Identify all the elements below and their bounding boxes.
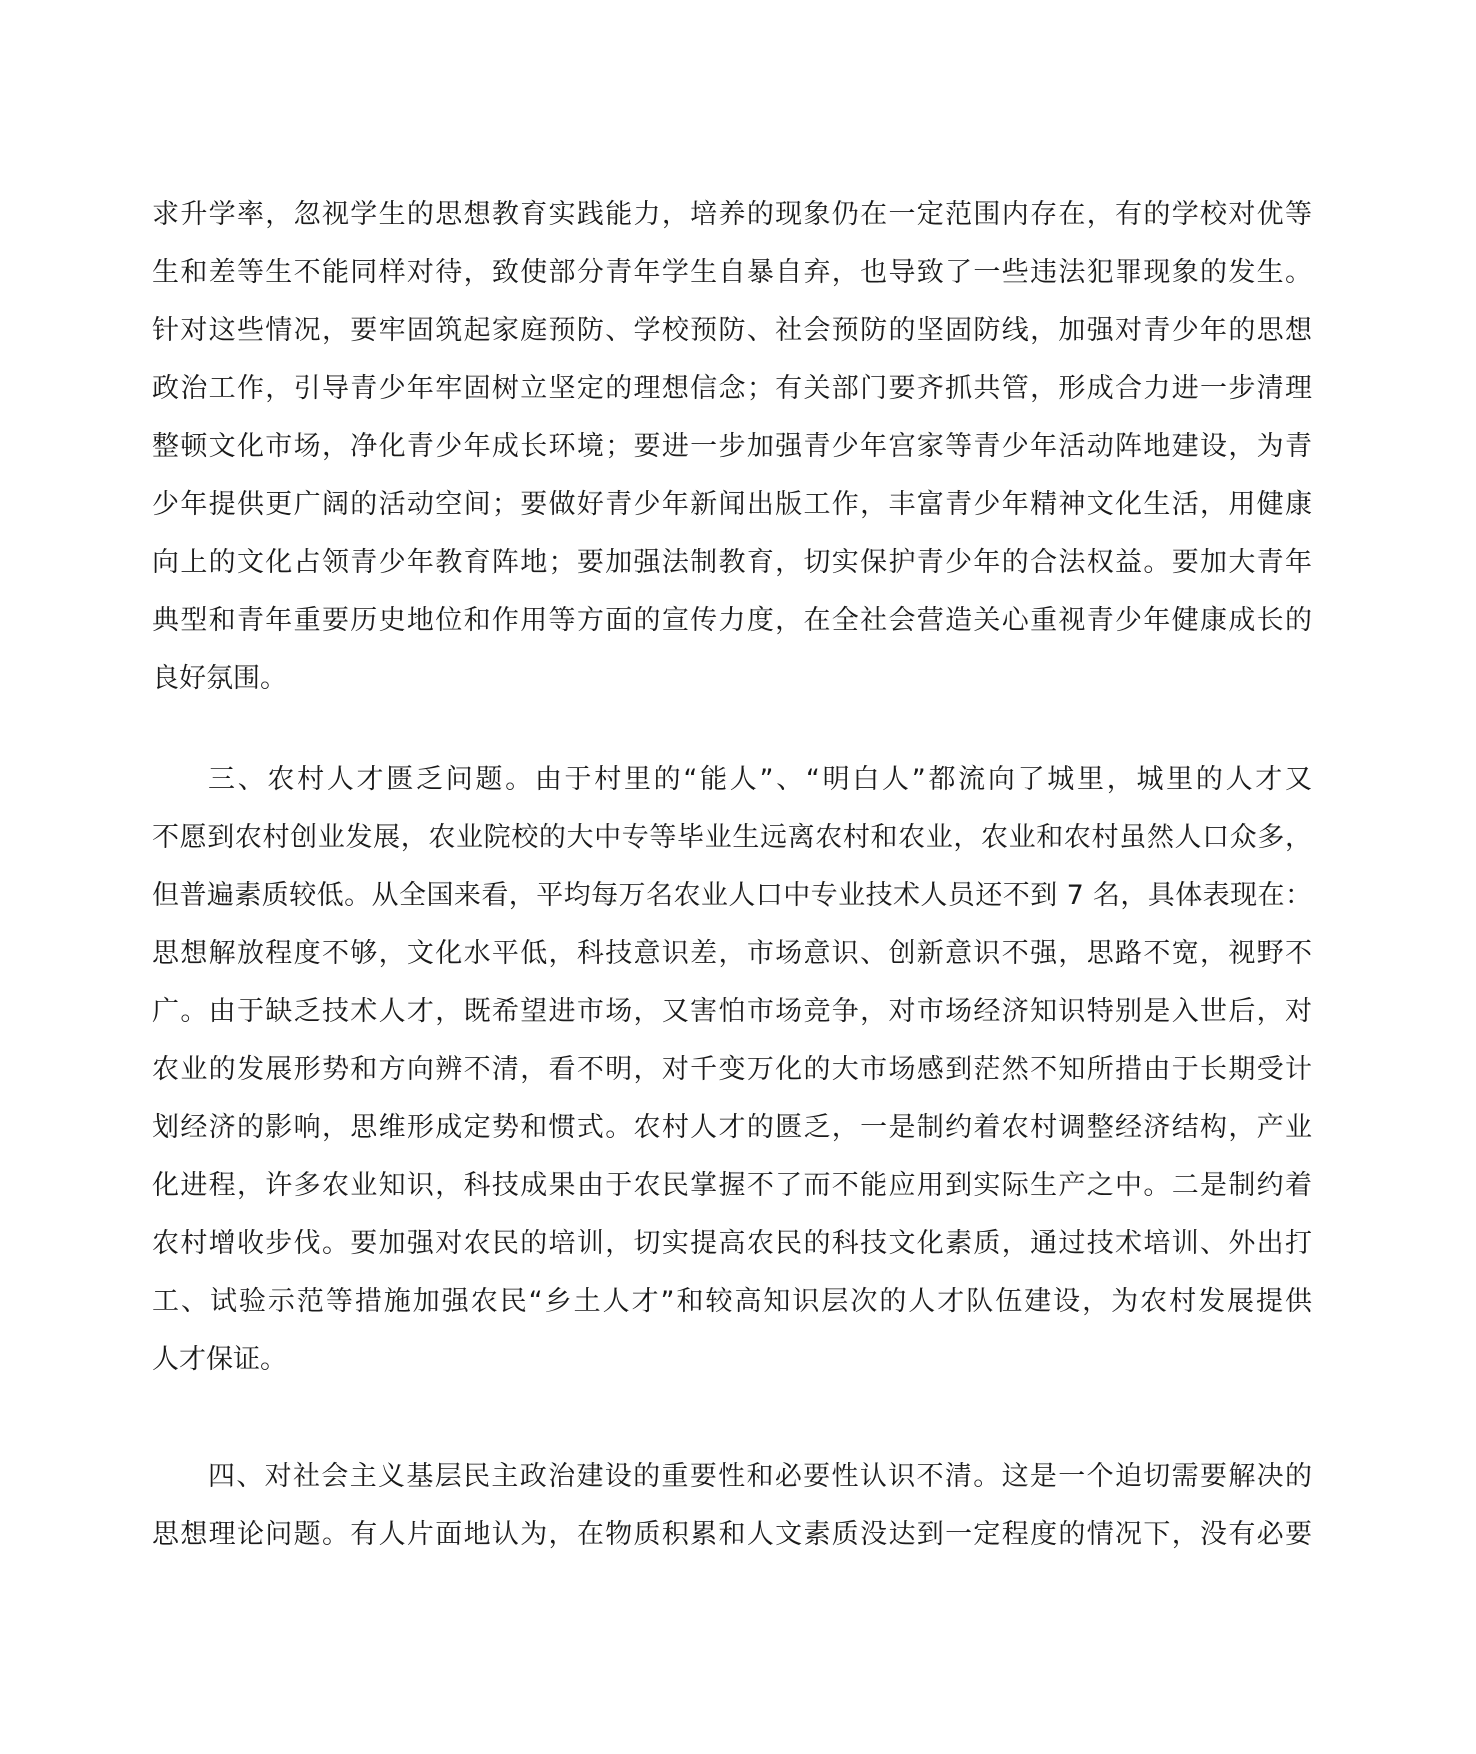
- paragraph-line: 但普遍素质较低。从全国来看，平均每万名农业人口中专业技术人员还不到 7 名，具体表现在：: [152, 880, 1312, 911]
- paragraph-line: 划经济的影响，思维形成定势和惯式。农村人才的匮乏，一是制约着农村调整经济结构，产业: [152, 1112, 1312, 1143]
- paragraph-1: [152, 186, 1312, 708]
- paragraph-line: 良好氛围。: [152, 663, 287, 694]
- paragraph-line: 政治工作，引导青少年牢固树立坚定的理想信念；有关部门要齐抓共管，形成合力进一步清理: [152, 373, 1312, 404]
- paragraph-line: 整顿文化市场，净化青少年成长环境；要进一步加强青少年宫家等青少年活动阵地建设，为青: [152, 431, 1312, 462]
- paragraph-line: 农业的发展形势和方向辨不清，看不明，对千变万化的大市场感到茫然不知所措由于长期受计: [152, 1054, 1312, 1085]
- paragraph-line: 广。由于缺乏技术人才，既希望进市场，又害怕市场竞争，对市场经济知识特别是入世后，对: [152, 996, 1312, 1027]
- paragraph-line: 农村增收步伐。要加强对农民的培训，切实提高农民的科技文化素质，通过技术培训、外出打: [152, 1228, 1312, 1259]
- paragraph-3: [152, 1448, 1312, 1564]
- paragraph-2: [152, 751, 1312, 1389]
- paragraph-line: 思想理论问题。有人片面地认为，在物质积累和人文素质没达到一定程度的情况下，没有必要: [152, 1519, 1312, 1550]
- paragraph-line: 典型和青年重要历史地位和作用等方面的宣传力度，在全社会营造关心重视青少年健康成长的: [152, 605, 1312, 636]
- paragraph-line: 不愿到农村创业发展，农业院校的大中专等毕业生远离农村和农业，农业和农村虽然人口众多，: [152, 822, 1312, 853]
- paragraph-line: 向上的文化占领青少年教育阵地；要加强法制教育，切实保护青少年的合法权益。要加大青年: [152, 547, 1312, 578]
- paragraph-line: 工、试验示范等措施加强农民“乡土人才”和较高知识层次的人才队伍建设，为农村发展提供: [152, 1286, 1312, 1317]
- paragraph-line: 四、对社会主义基层民主政治建设的重要性和必要性认识不清。这是一个迫切需要解决的: [208, 1461, 1312, 1492]
- paragraph-line: 思想解放程度不够，文化水平低，科技意识差，市场意识、创新意识不强，思路不宽，视野不: [152, 938, 1312, 969]
- paragraph-line: 化进程，许多农业知识，科技成果由于农民掌握不了而不能应用到实际生产之中。二是制约着: [152, 1170, 1312, 1201]
- paragraph-line: 求升学率，忽视学生的思想教育实践能力，培养的现象仍在一定范围内存在，有的学校对优等: [152, 199, 1312, 230]
- paragraph-line: 人才保证。: [152, 1344, 287, 1375]
- paragraph-line: 少年提供更广阔的活动空间；要做好青少年新闻出版工作，丰富青少年精神文化生活，用健康: [152, 489, 1312, 520]
- paragraph-line: 针对这些情况，要牢固筑起家庭预防、学校预防、社会预防的坚固防线，加强对青少年的思想: [152, 315, 1312, 346]
- paragraph-line: 三、农村人才匮乏问题。由于村里的“能人”、“明白人”都流向了城里，城里的人才又: [208, 764, 1312, 795]
- paragraph-line: 生和差等生不能同样对待，致使部分青年学生自暴自弃，也导致了一些违法犯罪现象的发生。: [152, 257, 1312, 288]
